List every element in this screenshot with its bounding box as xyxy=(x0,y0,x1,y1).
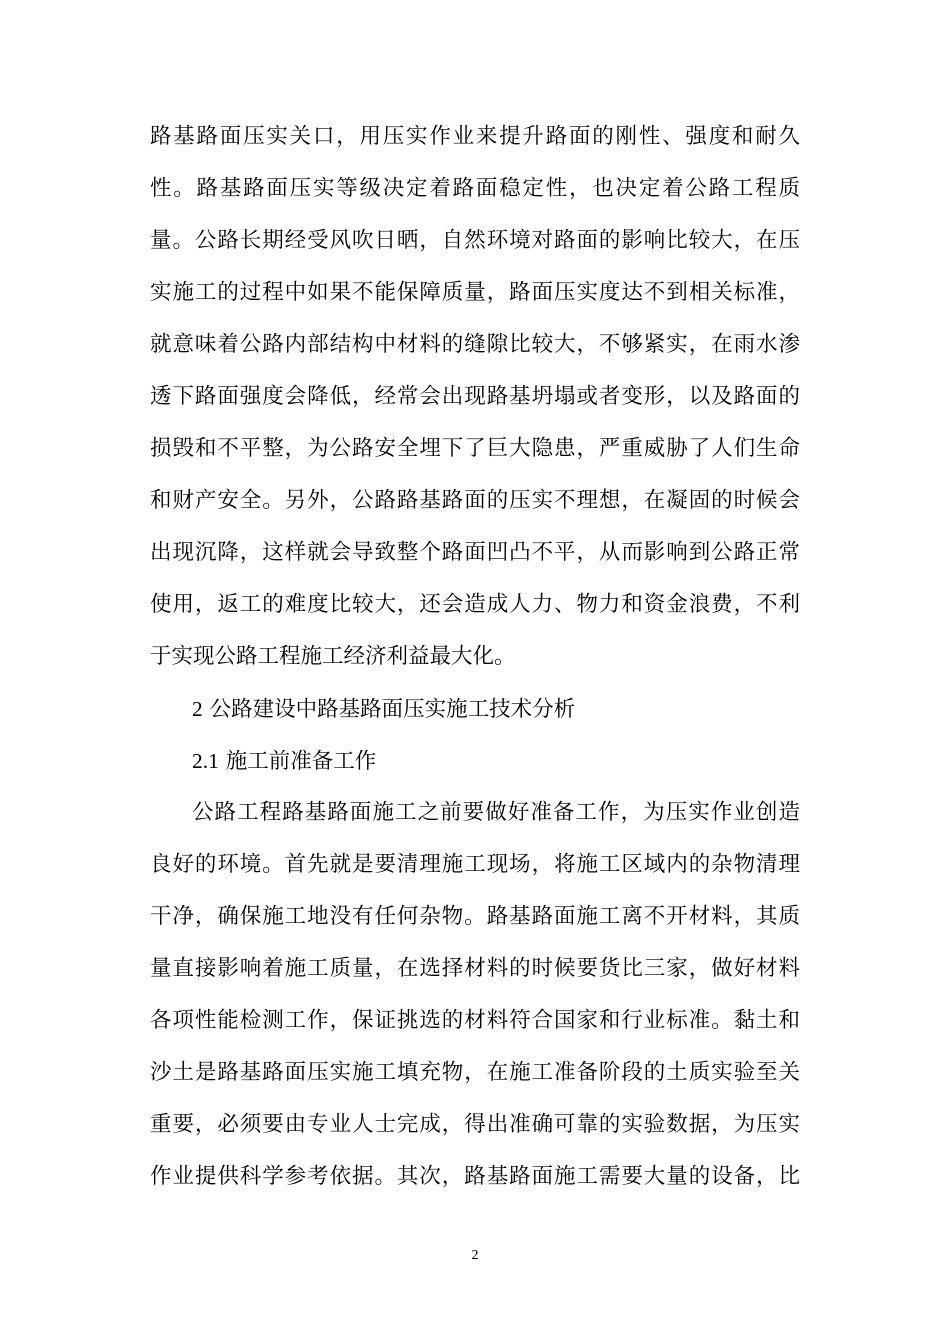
paragraph-line: 性。路基路面压实等级决定着路面稳定性，也决定着公路工程质 xyxy=(150,176,800,201)
paragraph-line: 量直接影响着施工质量，在选择材料的时候要货比三家，做好材料 xyxy=(150,956,800,981)
paragraph-line: 作业提供科学参考依据。其次，路基路面施工需要大量的设备，比 xyxy=(150,1164,800,1189)
paragraph-line: 损毁和不平整，为公路安全埋下了巨大隐患，严重威胁了人们生命 xyxy=(150,436,800,461)
section-number: 2 xyxy=(192,697,203,721)
paragraph-line: 重要，必须要由专业人士完成，得出准确可靠的实验数据，为压实 xyxy=(150,1112,800,1137)
paragraph-line: 和财产安全。另外，公路路基路面的压实不理想，在凝固的时候会 xyxy=(150,488,800,513)
paragraph-line: 良好的环境。首先就是要清理施工现场，将施工区域内的杂物清理 xyxy=(150,852,800,877)
subsection-title: 施工前准备工作 xyxy=(225,749,377,774)
paragraph-line: 路基路面压实关口，用压实作业来提升路面的刚性、强度和耐久 xyxy=(150,124,800,149)
section-heading xyxy=(192,689,575,729)
paragraph-line: 于实现公路工程施工经济利益最大化。 xyxy=(150,644,516,669)
paragraph-line: 公路工程路基路面施工之前要做好准备工作，为压实作业创造 xyxy=(192,800,800,825)
paragraph-line: 沙土是路基路面压实施工填充物，在施工准备阶段的土质实验至关 xyxy=(150,1060,800,1085)
subsection-number: 2.1 xyxy=(192,749,219,773)
paragraph-line: 使用，返工的难度比较大，还会造成人力、物力和资金浪费，不利 xyxy=(150,592,800,617)
paragraph-line: 各项性能检测工作，保证挑选的材料符合国家和行业标准。黏土和 xyxy=(150,1008,800,1033)
section-title: 公路建设中路基路面压实施工技术分析 xyxy=(209,697,576,722)
paragraph-line: 出现沉降，这样就会导致整个路面凹凸不平，从而影响到公路正常 xyxy=(150,540,800,565)
paragraph-line: 量。公路长期经受风吹日晒，自然环境对路面的影响比较大，在压 xyxy=(150,228,800,253)
paragraph-line: 干净，确保施工地没有任何杂物。路基路面施工离不开材料，其质 xyxy=(150,904,800,929)
paragraph-line: 实施工的过程中如果不能保障质量，路面压实度达不到相关标准， xyxy=(150,280,800,305)
paragraph-line: 透下路面强度会降低，经常会出现路基坍塌或者变形，以及路面的 xyxy=(150,384,800,409)
paragraph-line: 就意味着公路内部结构中材料的缝隙比较大，不够紧实，在雨水渗 xyxy=(150,332,800,357)
subsection-heading xyxy=(192,741,376,781)
page-number: 2 xyxy=(471,1248,479,1263)
